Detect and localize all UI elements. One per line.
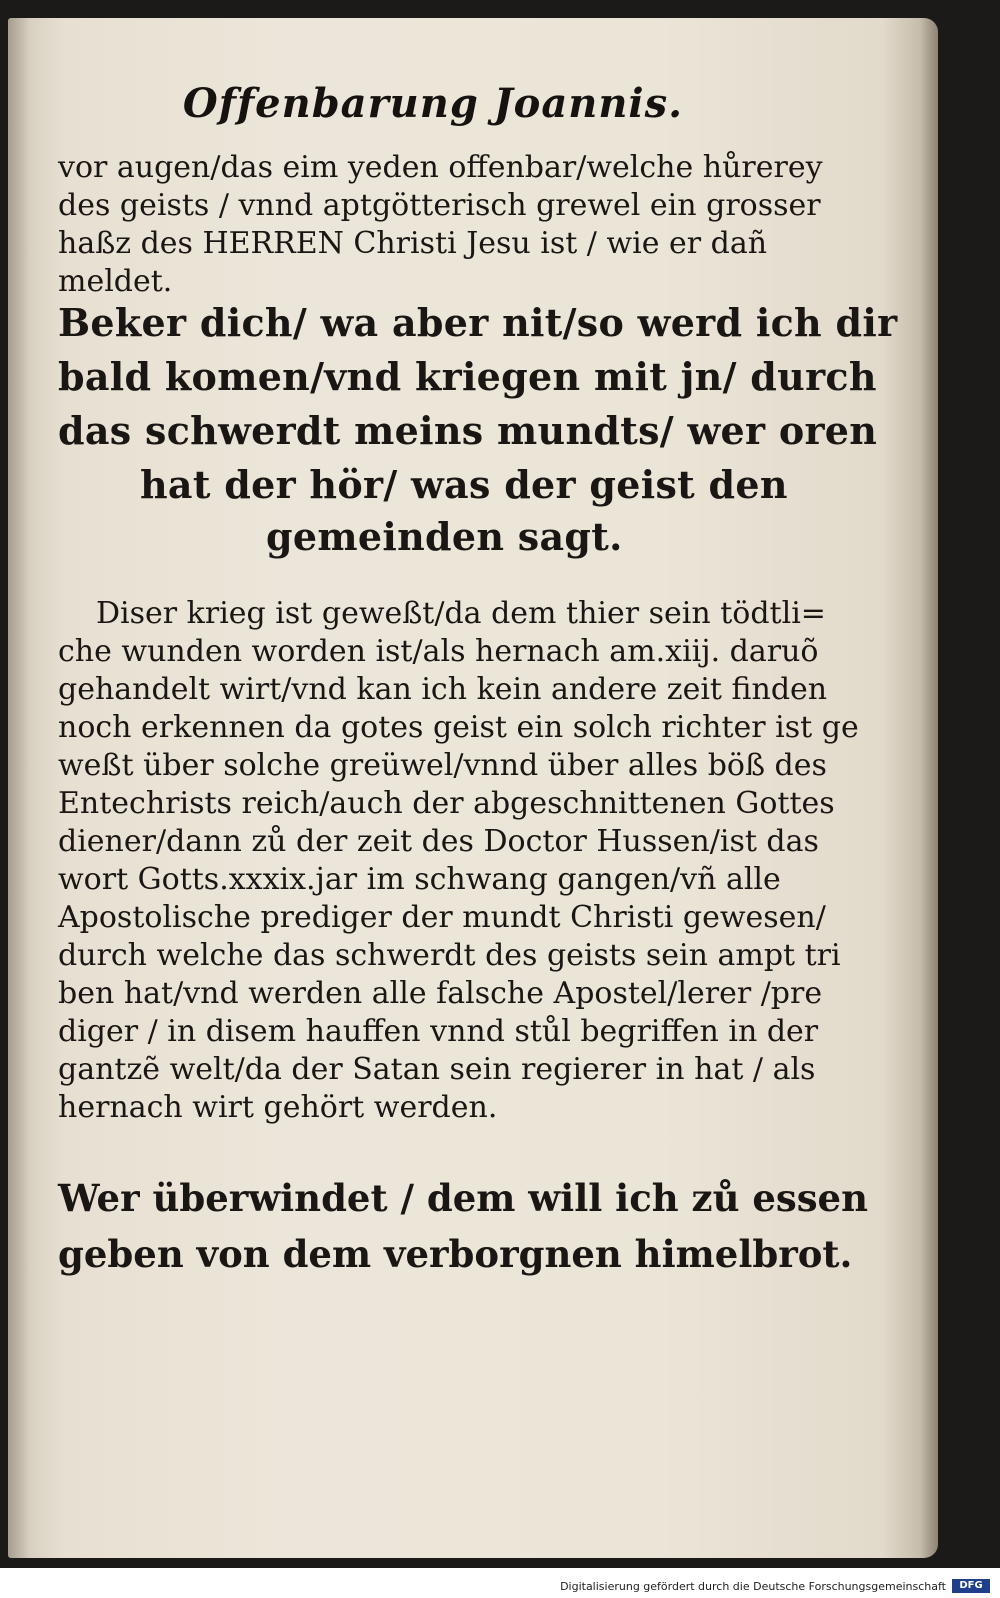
paragraph-2-line: hernach wirt gehört werden. xyxy=(58,1090,498,1125)
verse-1-line: bald komen/vnd kriegen mit jn/ durch xyxy=(58,354,877,399)
paragraph-2-line: Apostolische prediger der mundt Christi gewesen/ xyxy=(58,900,826,935)
verse-1-line: Beker dich/ wa aber nit/so werd ich dir xyxy=(58,300,898,345)
book-page xyxy=(8,18,938,1558)
paragraph-1-line: des geists / vnnd aptgötterisch grewel ein grosser xyxy=(58,188,821,223)
verse-2-line: geben von dem verborgnen himelbrot. xyxy=(58,1232,853,1276)
paragraph-2-line: weßt über solche greüwel/vnnd über alles böß des xyxy=(58,748,827,783)
page-gutter-shadow xyxy=(8,18,30,1558)
running-head: Offenbarung Joannis. xyxy=(182,80,684,127)
paragraph-2-line: durch welche das schwerdt des geists sein ampt tri xyxy=(58,938,841,973)
paragraph-1-line: meldet. xyxy=(58,264,173,299)
verse-1-line: gemeinden sagt. xyxy=(266,514,623,559)
paragraph-2-line: gehandelt wirt/vnd kan ich kein andere zeit finden xyxy=(58,672,828,707)
verse-1-line: hat der hör/ was der geist den xyxy=(140,462,788,507)
paragraph-2-line: ben hat/vnd werden alle falsche Apostel/lerer /pre xyxy=(58,976,823,1011)
paragraph-2-line: che wunden worden ist/als hernach am.xiij. daruõ xyxy=(58,634,819,669)
paragraph-1-line: vor augen/das eim yeden offenbar/welche hůrerey xyxy=(58,150,823,185)
paragraph-2-line: diener/dann zů der zeit des Doctor Hussen/ist das xyxy=(58,824,819,859)
dfg-logo: DFG xyxy=(952,1579,990,1593)
footer-credit: Digitalisierung gefördert durch die Deutsche Forschungsgemeinschaft xyxy=(560,1580,946,1593)
verse-2-line: Wer überwindet / dem will ich zů essen xyxy=(58,1176,868,1220)
paragraph-2-line: Diser krieg ist geweßt/da dem thier sein tödtli= xyxy=(96,596,826,631)
paragraph-2-line: diger / in disem hauffen vnnd stůl begriffen in der xyxy=(58,1014,819,1049)
paragraph-2-line: noch erkennen da gotes geist ein solch richter ist ge xyxy=(58,710,859,745)
paragraph-1-line: haßz des HERREN Christi Jesu ist / wie er dañ xyxy=(58,226,768,261)
paragraph-2-line: Entechrists reich/auch der abgeschnittenen Gottes xyxy=(58,786,835,821)
paragraph-2-line: gantzẽ welt/da der Satan sein regierer in hat / als xyxy=(58,1052,816,1087)
paragraph-2-line: wort Gotts.xxxix.jar im schwang gangen/vñ alle xyxy=(58,862,781,897)
verse-1-line: das schwerdt meins mundts/ wer oren xyxy=(58,408,878,453)
